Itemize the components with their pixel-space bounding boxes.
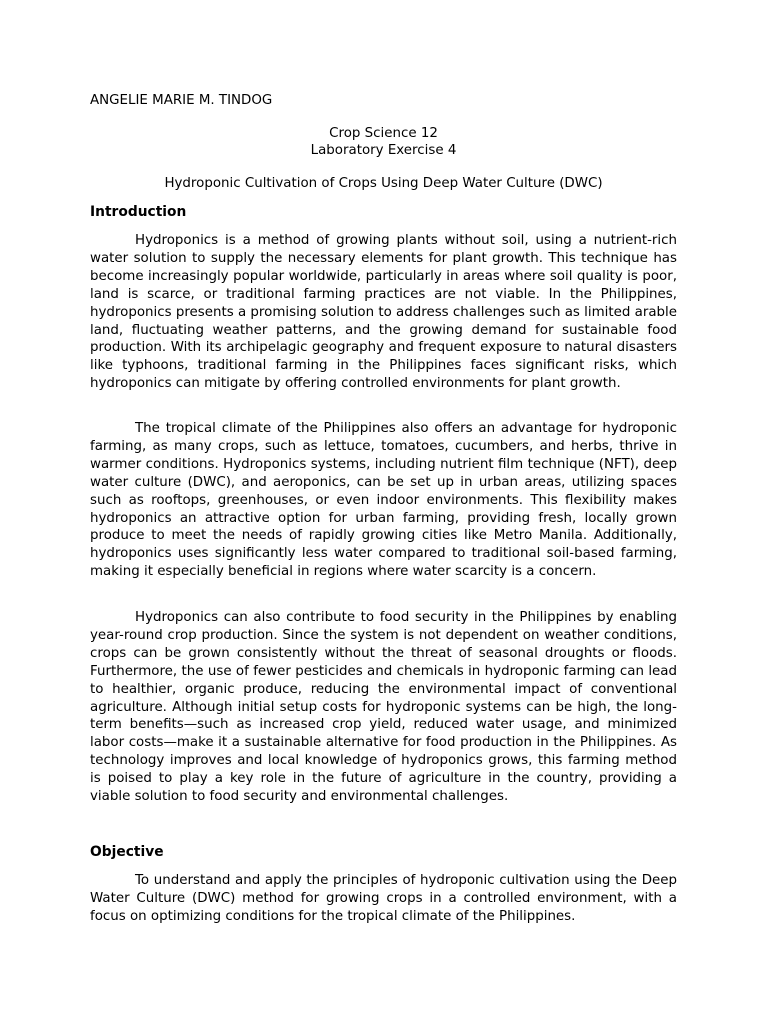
section-heading-objective: Objective	[90, 844, 164, 860]
introduction-paragraph-1: Hydroponics is a method of growing plants without soil, using a nutrient-rich water solution to supply the necessary elements for plant growth. This technique has become increasingly popular worldwide, particularly in areas where soil quality is poor, land is scarce, or traditional farming practices are not viable. In the Philippines, hydroponics presents a promising solution to address challenges such as limited arable land, fluctuating weather patterns, and the growing demand for sustainable food production. With its archipelagic geography and frequent exposure to natural disasters like typhoons, traditional farming in the Philippines faces significant risks, which hydroponics can mitigate by offering controlled environments for plant growth.	[90, 233, 677, 392]
author-name: ANGELIE MARIE M. TINDOG	[90, 93, 273, 108]
objective-paragraph: To understand and apply the principles of hydroponic cultivation using the Deep Water Culture (DWC) method for growing crops in a controlled environment, with a focus on optimizing conditions for the tropical climate of the Philippines.	[90, 873, 677, 924]
document-title: Hydroponic Cultivation of Crops Using Deep Water Culture (DWC)	[164, 176, 603, 191]
exercise-label: Laboratory Exercise 4	[310, 143, 457, 158]
introduction-paragraph-3: Hydroponics can also contribute to food security in the Philippines by enabling year-round crop production. Since the system is not dependent on weather conditions, crops can be grown consistently without the threat of seasonal droughts or floods. Furthermore, the use of fewer pesticides and chemicals in hydroponic farming can lead to healthier, organic produce, reducing the environmental impact of conventional agriculture. Although initial setup costs for hydroponic systems can be high, the long-term benefits—such as increased crop yield, reduced water usage, and minimized labor costs—make it a sustainable alternative for food production in the Philippines. As technology improves and local knowledge of hydroponics grows, this farming method is poised to play a key role in the future of agriculture in the country, providing a viable solution to food security and environmental challenges.	[90, 610, 677, 805]
introduction-paragraph-2: The tropical climate of the Philippines also offers an advantage for hydroponic farming, as many crops, such as lettuce, tomatoes, cucumbers, and herbs, thrive in warmer conditions. Hydroponics systems, including nutrient film technique (NFT), deep water culture (DWC), and aeroponics, can be set up in urban areas, utilizing spaces such as rooftops, greenhouses, or even indoor environments. This flexibility makes hydroponics an attractive option for urban farming, providing fresh, locally grown produce to meet the needs of rapidly growing cities like Metro Manila. Additionally, hydroponics uses significantly less water compared to traditional soil-based farming, making it especially beneficial in regions where water scarcity is a concern.	[90, 421, 677, 580]
course-name: Crop Science 12	[329, 126, 438, 141]
section-heading-introduction: Introduction	[90, 204, 187, 220]
